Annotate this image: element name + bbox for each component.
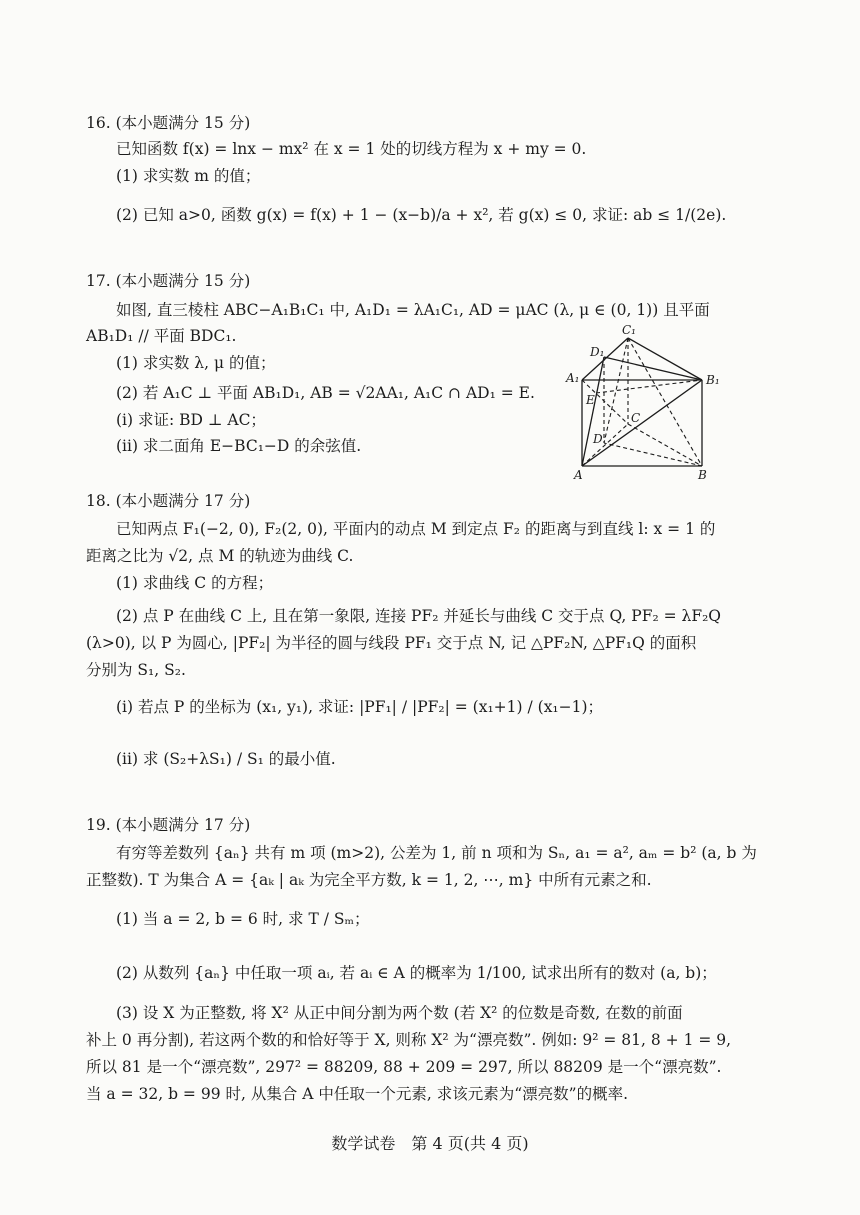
label-B1: B₁	[706, 373, 720, 387]
q17-part1: (1) 求实数 λ, μ 的值；	[116, 354, 276, 372]
q18-part2-line1: (2) 点 P 在曲线 C 上, 且在第一象限, 连接 PF₂ 并延长与曲线 C 交于点 Q, PF₂ = λF₂Q	[116, 607, 722, 625]
label-A: A	[574, 468, 583, 482]
q16-part2: (2) 已知 a>0, 函数 g(x) = f(x) + 1 − (x−b)/a + x², 若 g(x) ≤ 0, 求证: ab ≤ 1/(2e).	[116, 206, 727, 224]
q19-stem-line1: 有穷等差数列 {aₙ} 共有 m 项 (m>2), 公差为 1, 前 n 项和为 Sₙ, a₁ = a², aₘ = b² (a, b 为	[116, 844, 757, 862]
label-E: E	[586, 393, 595, 407]
q19-part1: (1) 当 a = 2, b = 6 时, 求 T / Sₘ；	[116, 910, 370, 928]
q17-sub1: (i) 求证: BD ⊥ AC；	[116, 411, 266, 429]
q17-stem-line2: AB₁D₁ // 平面 BDC₁.	[86, 327, 237, 345]
q18-sub2: (ii) 求 (S₂+λS₁) / S₁ 的最小值.	[116, 750, 336, 768]
label-B: B	[698, 468, 707, 482]
label-D: D	[593, 432, 603, 446]
prism-diagram	[566, 323, 728, 486]
edge-D1B1	[604, 357, 702, 380]
q19-part3-line1: (3) 设 X 为正整数, 将 X² 从正中间分割为两个数 (若 X² 的位数是奇数, 在数的前面	[116, 1004, 683, 1022]
edge-A1C1	[582, 338, 628, 380]
q19-part3-line3: 所以 81 是一个“漂亮数”, 297² = 88209, 88 + 209 = 297, 所以 88209 是一个“漂亮数”.	[86, 1058, 722, 1076]
q18-stem-line1: 已知两点 F₁(−2, 0), F₂(2, 0), 平面内的动点 M 到定点 F₂ 的距离与到直线 l: x = 1 的	[116, 520, 716, 538]
label-C1: C₁	[622, 323, 636, 337]
page-footer: 数学试卷 第 4 页(共 4 页)	[331, 1134, 529, 1153]
q19-part3-line2: 补上 0 再分割), 若这两个数的和恰好等于 X, 则称 X² 为“漂亮数”. 例如: 9² = 81, 8 + 1 = 9,	[86, 1031, 732, 1049]
q17-title: 17. (本小题满分 15 分)	[86, 272, 251, 290]
q19-title: 19. (本小题满分 17 分)	[86, 816, 251, 834]
label-C: C	[631, 411, 641, 425]
q18-sub1: (i) 若点 P 的坐标为 (x₁, y₁), 求证: |PF₁| / |PF₂| = (x₁+1) / (x₁−1)；	[116, 698, 604, 716]
label-A1: A₁	[566, 371, 580, 385]
q17-stem-line1: 如图, 直三棱柱 ABC−A₁B₁C₁ 中, A₁D₁ = λA₁C₁, AD = μAC (λ, μ ∈ (0, 1)) 且平面	[116, 301, 710, 319]
q18-stem-line2: 距离之比为 √2, 点 M 的轨迹为曲线 C.	[86, 547, 354, 565]
edge-BD	[604, 443, 702, 466]
q16-part1: (1) 求实数 m 的值；	[116, 167, 261, 185]
label-D1: D₁	[590, 345, 605, 359]
q18-part1: (1) 求曲线 C 的方程；	[116, 574, 274, 592]
q17-part2: (2) 若 A₁C ⊥ 平面 AB₁D₁, AB = √2AA₁, A₁C ∩ AD₁ = E.	[116, 384, 535, 402]
q17-sub2: (ii) 求二面角 E−BC₁−D 的余弦值.	[116, 437, 362, 455]
edge-CB	[628, 424, 702, 466]
prism-figure	[566, 323, 728, 486]
q16-stem: 已知函数 f(x) = lnx − mx² 在 x = 1 处的切线方程为 x + my = 0.	[116, 140, 587, 158]
q16-title: 16. (本小题满分 15 分)	[86, 114, 251, 132]
edge-C1B1	[628, 338, 702, 380]
q19-stem-line2: 正整数). T 为集合 A = {aₖ | aₖ 为完全平方数, k = 1, 2, ⋯, m} 中所有元素之和.	[86, 871, 652, 889]
q18-part2-line3: 分别为 S₁, S₂.	[86, 661, 186, 679]
q19-part3-line4: 当 a = 32, b = 99 时, 从集合 A 中任取一个元素, 求该元素为“漂亮数”的概率.	[86, 1085, 629, 1103]
edge-C1B	[628, 338, 702, 466]
q19-part2: (2) 从数列 {aₙ} 中任取一项 aᵢ, 若 aᵢ ∈ A 的概率为 1/100, 试求出所有的数对 (a, b)；	[116, 964, 717, 982]
q18-title: 18. (本小题满分 17 分)	[86, 492, 251, 510]
q18-part2-line2: (λ>0), 以 P 为圆心, |PF₂| 为半径的圆与线段 PF₁ 交于点 N, 记 △PF₂N, △PF₁Q 的面积	[86, 634, 697, 652]
